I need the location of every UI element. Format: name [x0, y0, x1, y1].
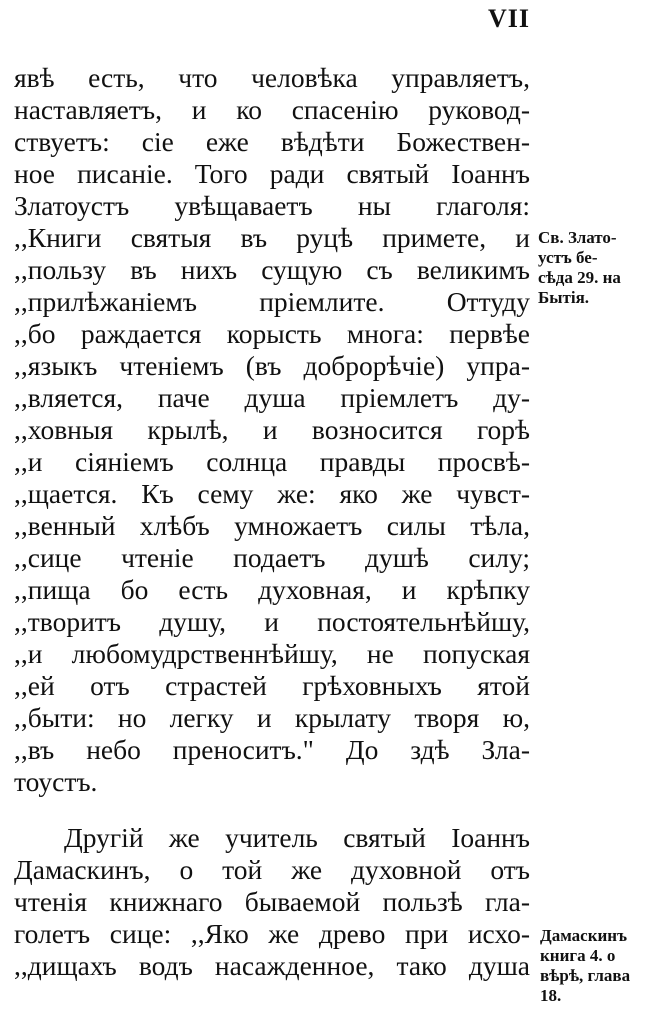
text-line: Дамаскинъ, о той же духовной отъ — [14, 854, 530, 885]
margin-note-line: Св. Злато- — [538, 228, 617, 247]
text-line: ,,быти: но легку и крылату творя ю, — [14, 702, 530, 733]
text-line: явѣ есть, что человѣка управляетъ, — [14, 62, 530, 93]
text-line: Златоустъ увѣщаваетъ ны глаголя: — [14, 190, 530, 221]
text-line: Другій же учитель святый Іоаннъ — [64, 822, 530, 853]
text-line: ,,бо раждается корысть многа: первѣе — [14, 318, 530, 349]
text-line: наставляетъ, и ко спасенію руковод- — [14, 94, 530, 125]
margin-note-line: Дамаскинъ — [540, 926, 628, 945]
text-line: ,,языкъ чтеніемъ (въ доброрѣчіе) упра- — [14, 350, 530, 381]
text-line: ,,сице чтеніе подаетъ душѣ силу; — [14, 542, 530, 573]
text-line: голетъ сице: ,,Яко же древо при исхо- — [14, 918, 530, 949]
text-line: ,,и сіяніемъ солнца правды просвѣ- — [14, 446, 530, 477]
text-line: ,,Книги святыя въ руцѣ примете, и — [14, 222, 530, 253]
text-line: ное писаніе. Того ради святый Іоаннъ — [14, 158, 530, 189]
text-line: ,,щается. Къ сему же: яко же чувст- — [14, 478, 530, 509]
margin-note-line: вѣрѣ, глава — [540, 966, 631, 985]
text-line: ,,венный хлѣбъ умножаетъ силы тѣла, — [14, 510, 530, 541]
margin-note-line: устъ бе- — [538, 248, 598, 267]
text-line: ,,прилѣжаніемъ пріемлите. Оттуду — [14, 286, 530, 317]
text-line: ,,дищахъ водъ насажденное, тако душа — [14, 950, 530, 981]
margin-note-line: 18. — [540, 986, 562, 1005]
text-line: ствуетъ: сіе еже вѣдѣти Божествен- — [14, 126, 530, 157]
text-line: тоустъ. — [14, 766, 98, 797]
margin-note-damascene — [540, 926, 668, 1006]
text-line: ,,пища бо есть духовная, и крѣпку — [14, 574, 530, 605]
margin-note-line: книга 4. о — [540, 946, 616, 965]
text-line: ,,въ небо преноситъ." До здѣ Зла- — [14, 734, 530, 765]
text-line: ,,ховныя крылѣ, и возносится горѣ — [14, 414, 530, 445]
text-line: ,,и любомудрственнѣйшу, не попуская — [14, 638, 530, 669]
text-line: ,,творитъ душу, и постоятельнѣйшу, — [14, 606, 530, 637]
margin-note-line: Бытія. — [538, 288, 590, 307]
text-line: ,,пользу въ нихъ сущую съ великимъ — [14, 254, 530, 285]
page-number: VII — [487, 4, 530, 33]
text-line: чтенія книжнаго бываемой пользѣ гла- — [14, 886, 530, 917]
text-line: ,,ей отъ страстей грѣховныхъ ятой — [14, 670, 530, 701]
text-line: ,,вляется, паче душа пріемлетъ ду- — [14, 382, 530, 413]
margin-note-chrysostom — [538, 228, 666, 308]
margin-note-line: сѣда 29. на — [538, 268, 621, 287]
